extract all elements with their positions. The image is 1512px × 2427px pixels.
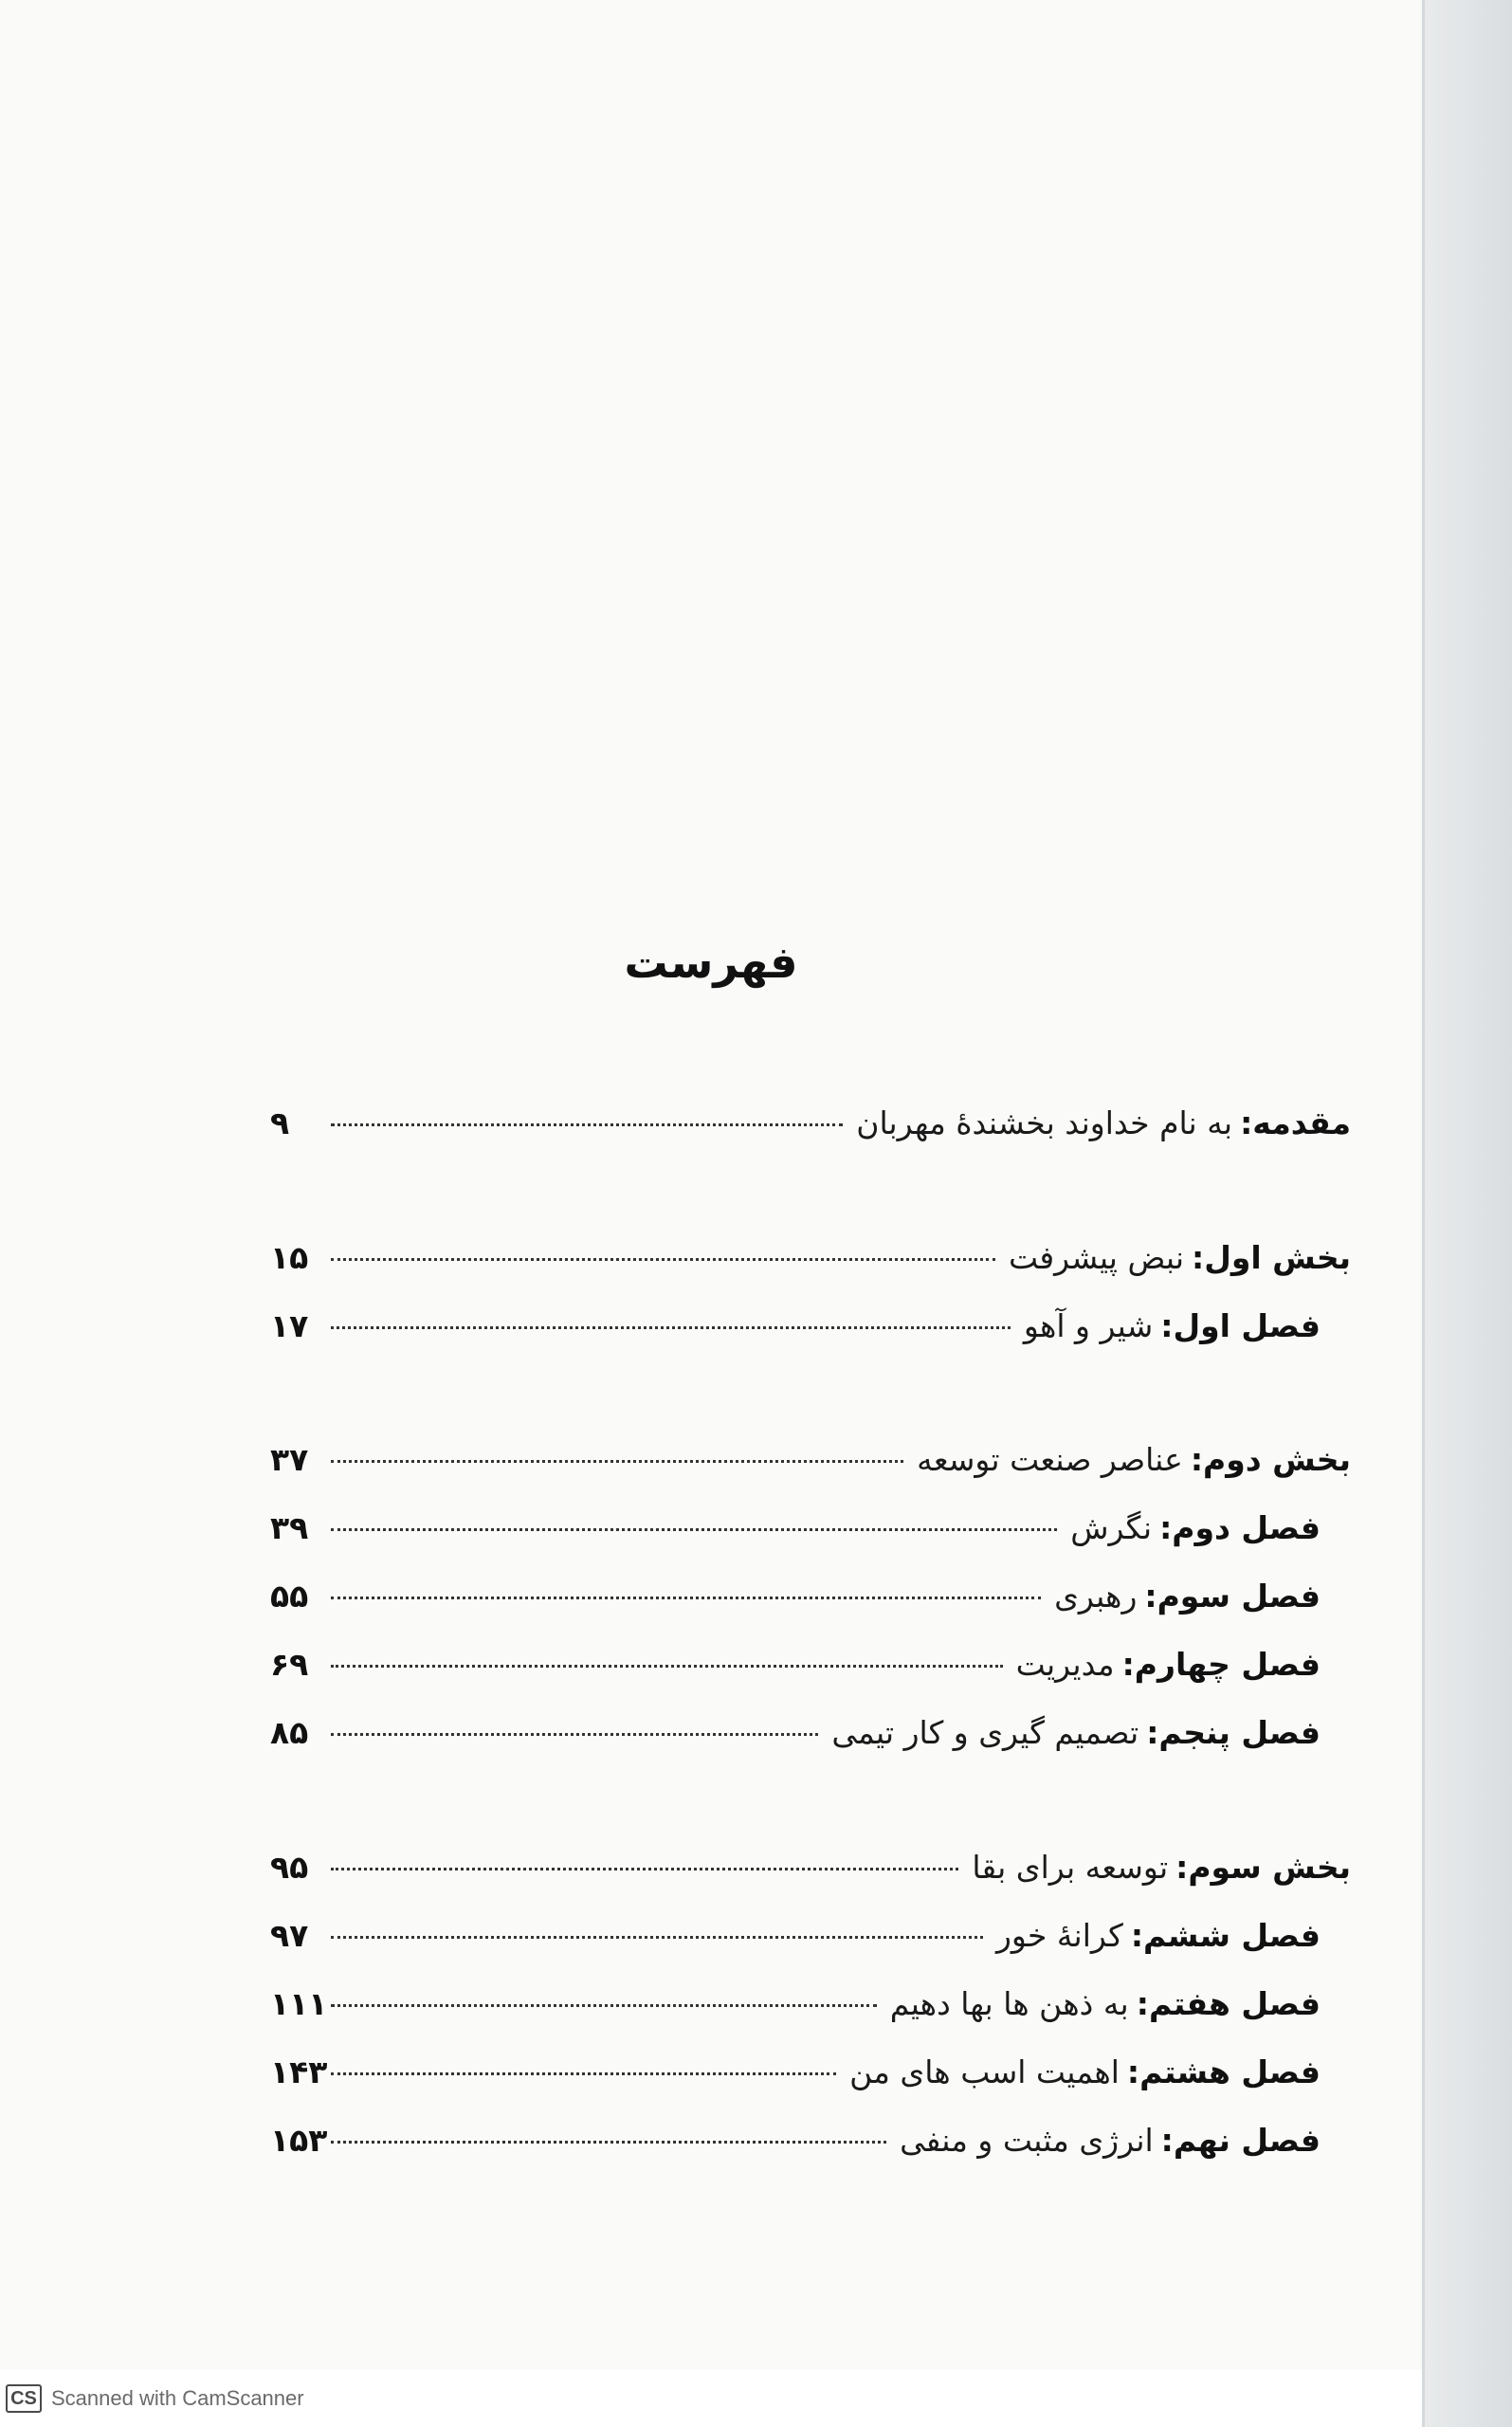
toc-entry-label: فصل اول: bbox=[1160, 1307, 1321, 1344]
toc-entry-page: ۱۵۳ bbox=[270, 2122, 328, 2159]
toc-entry-chapter-6 bbox=[270, 1917, 1351, 1964]
scanner-watermark bbox=[0, 2370, 1422, 2427]
toc-entry-label: فصل ششم: bbox=[1130, 1917, 1321, 1954]
toc-entry-chapter-5 bbox=[270, 1714, 1351, 1761]
toc-entry-chapter-9 bbox=[270, 2122, 1351, 2169]
toc-entry-chapter-1 bbox=[270, 1307, 1351, 1355]
toc-entry-label: فصل هشتم: bbox=[1126, 2053, 1321, 2090]
dot-leader bbox=[331, 1460, 903, 1463]
dot-leader bbox=[331, 1123, 843, 1126]
dot-leader bbox=[331, 2141, 886, 2144]
dot-leader bbox=[331, 1258, 995, 1261]
toc-entry-title: به نام خداوند بخشندۀ مهربان bbox=[856, 1104, 1233, 1141]
toc-entry-title: توسعه برای بقا bbox=[972, 1849, 1169, 1886]
toc-entry-label: فصل پنجم: bbox=[1146, 1714, 1321, 1751]
toc-entry-title: عناصر صنعت توسعه bbox=[917, 1441, 1183, 1478]
toc-entry-label: فصل سوم: bbox=[1144, 1578, 1321, 1615]
toc-entry-page: ۹۵ bbox=[270, 1849, 309, 1886]
toc-entry-page: ۱۷ bbox=[270, 1307, 309, 1344]
toc-entry-part-3 bbox=[270, 1849, 1351, 1896]
page-edge-shadow bbox=[1422, 0, 1512, 2427]
toc-entry-label: بخش سوم: bbox=[1175, 1849, 1351, 1886]
dot-leader bbox=[331, 1733, 818, 1736]
toc-entry-page: ۸۵ bbox=[270, 1714, 309, 1751]
watermark-text: Scanned with CamScanner bbox=[51, 2386, 304, 2410]
toc-entry-chapter-4 bbox=[270, 1646, 1351, 1693]
page-seam bbox=[1422, 0, 1425, 2427]
camscanner-logo-icon: CS bbox=[6, 2384, 42, 2413]
toc-entry-chapter-2 bbox=[270, 1509, 1351, 1557]
dot-leader bbox=[331, 1936, 983, 1939]
toc-entry-title: شیر و آهو bbox=[1023, 1307, 1154, 1344]
toc-entry-page: ۹۷ bbox=[270, 1917, 309, 1954]
toc-entry-page: ۳۷ bbox=[270, 1441, 309, 1478]
toc-entry-page: ۹ bbox=[270, 1104, 290, 1141]
dot-leader bbox=[331, 1326, 1011, 1329]
toc-entry-chapter-7 bbox=[270, 1985, 1351, 2033]
toc-entry-page: ۳۹ bbox=[270, 1509, 309, 1546]
toc-entry-title: نبض پیشرفت bbox=[1009, 1239, 1185, 1276]
toc-entry-title: تصمیم گیری و کار تیمی bbox=[831, 1714, 1139, 1751]
toc-entry-title: به ذهن ها بها دهیم bbox=[889, 1985, 1129, 2022]
toc-entry-label: بخش اول: bbox=[1192, 1239, 1351, 1276]
toc-entry-title: کرانۀ خور bbox=[995, 1917, 1123, 1954]
toc-entry-title: نگرش bbox=[1070, 1509, 1153, 1546]
dot-leader bbox=[331, 1597, 1041, 1599]
toc-entry-label: فصل دوم: bbox=[1159, 1509, 1321, 1546]
toc-entry-page: ۱۵ bbox=[270, 1239, 309, 1276]
toc-entry-title: انرژی مثبت و منفی bbox=[900, 2122, 1154, 2159]
toc-entry-page: ۱۱۱ bbox=[270, 1985, 328, 2022]
toc-entry-label: فصل نهم: bbox=[1160, 2122, 1321, 2159]
toc-entry-chapter-3 bbox=[270, 1578, 1351, 1625]
toc-entry-page: ۱۴۳ bbox=[270, 2053, 328, 2090]
toc-entry-chapter-8 bbox=[270, 2053, 1351, 2101]
toc-entry-page: ۵۵ bbox=[270, 1578, 309, 1615]
toc-entry-title: رهبری bbox=[1054, 1578, 1138, 1615]
toc-entry-introduction bbox=[270, 1104, 1351, 1152]
toc-entry-label: فصل هفتم: bbox=[1136, 1985, 1321, 2022]
toc-entry-label: بخش دوم: bbox=[1190, 1441, 1351, 1478]
page-title: فهرست bbox=[624, 937, 798, 988]
dot-leader bbox=[331, 1868, 958, 1870]
dot-leader bbox=[331, 1665, 1003, 1668]
dot-leader bbox=[331, 2072, 836, 2075]
dot-leader bbox=[331, 1528, 1057, 1531]
toc-entry-title: اهمیت اسب های من bbox=[849, 2053, 1120, 2090]
toc-entry-part-2 bbox=[270, 1441, 1351, 1488]
toc-entry-label: فصل چهارم: bbox=[1121, 1646, 1321, 1683]
toc-entry-label: مقدمه: bbox=[1240, 1104, 1351, 1141]
dot-leader bbox=[331, 2004, 876, 2007]
toc-entry-page: ۶۹ bbox=[270, 1646, 309, 1683]
toc-entry-part-1 bbox=[270, 1239, 1351, 1286]
toc-entry-title: مدیریت bbox=[1015, 1646, 1115, 1683]
